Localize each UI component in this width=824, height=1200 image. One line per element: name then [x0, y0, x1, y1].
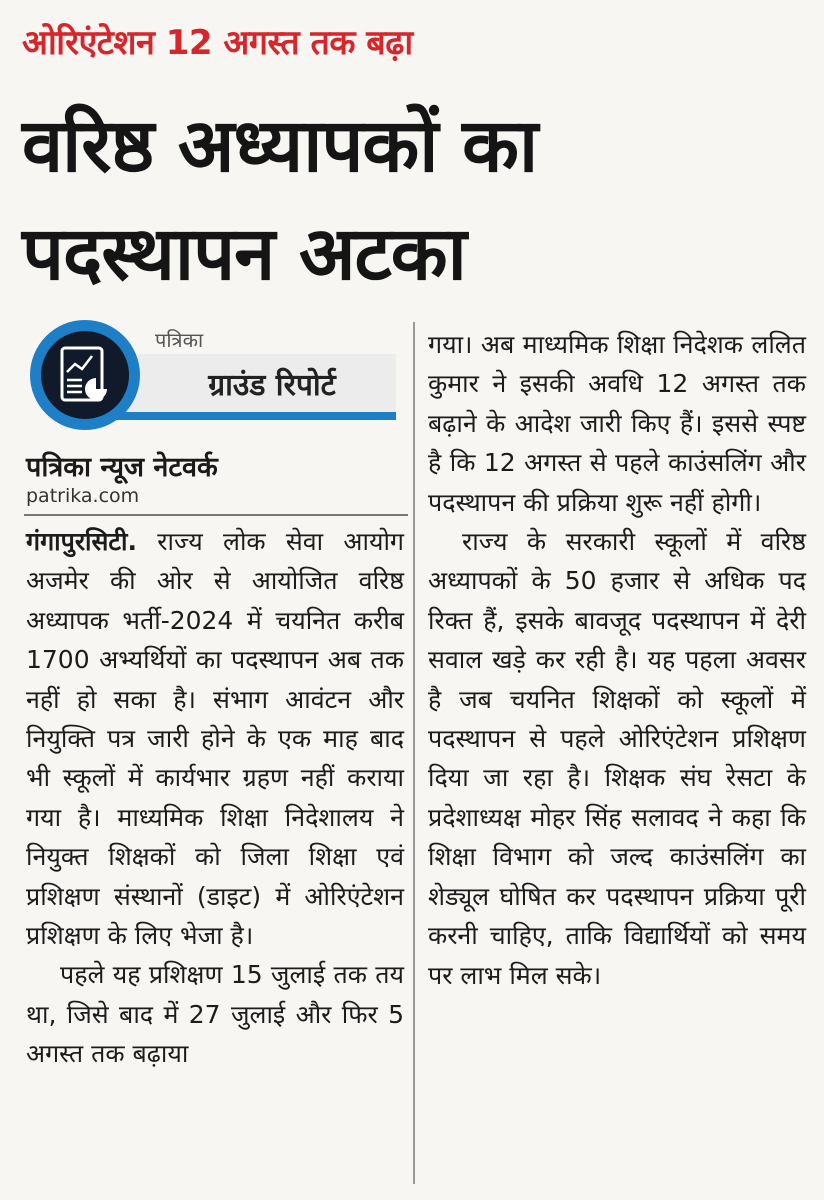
badge-brand: पत्रिका	[155, 328, 204, 352]
headline-line-1: वरिष्ठ अध्यापकों का	[22, 103, 538, 189]
kicker-headline: ओरिएंटेशन 12 अगस्त तक बढ़ा	[22, 23, 413, 63]
main-headline	[22, 92, 812, 308]
headline-line-2: पदस्थापन अटका	[22, 211, 466, 297]
dateline: गंगापुरसिटी.	[26, 527, 137, 556]
byline: पत्रिका न्यूज नेटवर्क	[26, 452, 218, 483]
ground-report-label: ग्राउंड रिपोर्ट	[208, 367, 336, 403]
ground-report-label-bar	[108, 354, 396, 420]
paragraph-2-start: पहले यह प्रशिक्षण 15 जुलाई तक तय था, जिसे बाद में 27 जुलाई और फिर 5 अगस्त तक बढ़ाया	[26, 960, 404, 1069]
paragraph-3: राज्य के सरकारी स्कूलों में वरिष्ठ अध्यापकों के 50 हजार से अधिक पद रिक्त हैं, इसके बावजूद पदस्थापन में देरी सवाल खड़े कर रही है। यह पहला अवसर है जब चयनित शिक्षकों को स्कूलों में पदस्थापन से पहले ओरिएंटेशन प्रशिक्षण दिया जा रहा है। शिक्षक संघ रेसटा के प्रदेशाध्यक्ष मोहर सिंह सलावद ने कहा कि शिक्षा विभाग को जल्द काउंसलिंग का शेड्यूल घोषित कर पदस्थापन प्रक्रिया पूरी करनी चाहिए, ताकि विद्यार्थियों को समय पर लाभ मिल सके।	[428, 527, 806, 990]
site-link[interactable]: patrika.com	[26, 485, 140, 507]
byline-divider	[24, 514, 408, 516]
article-column-2	[428, 325, 806, 995]
paragraph-1-text: राज्य लोक सेवा आयोग अजमेर की ओर से आयोजित वरिष्ठ अध्यापक भर्ती-2024 में चयनित करीब 1700 अभ्यर्थियों का पदस्थापन अब तक नहीं हो सका है। संभाग आवंटन और नियुक्ति पत्र जारी होने के एक माह बाद भी स्कूलों में कार्यभार ग्रहण नहीं कराया गया है। माध्यमिक शिक्षा निदेशालय ने नियुक्त शिक्षकों को जिला शिक्षा एवं प्रशिक्षण संस्थानों (डाइट) में ओरिएंटेशन प्रशिक्षण के लिए भेजा है।	[26, 527, 404, 951]
paragraph-2-end: गया। अब माध्यमिक शिक्षा निदेशक ललित कुमार ने इसकी अवधि 12 अगस्त तक बढ़ाने के आदेश जारी किए हैं। इससे स्पष्ट है कि 12 अगस्त से पहले काउंसलिंग और पदस्थापन की प्रक्रिया शुरू नहीं होगी।	[428, 330, 806, 517]
article-column-1	[26, 522, 404, 1074]
column-divider	[413, 322, 415, 1184]
ground-report-badge	[30, 320, 140, 430]
report-chart-icon	[56, 344, 114, 406]
paragraph-1	[26, 522, 404, 955]
